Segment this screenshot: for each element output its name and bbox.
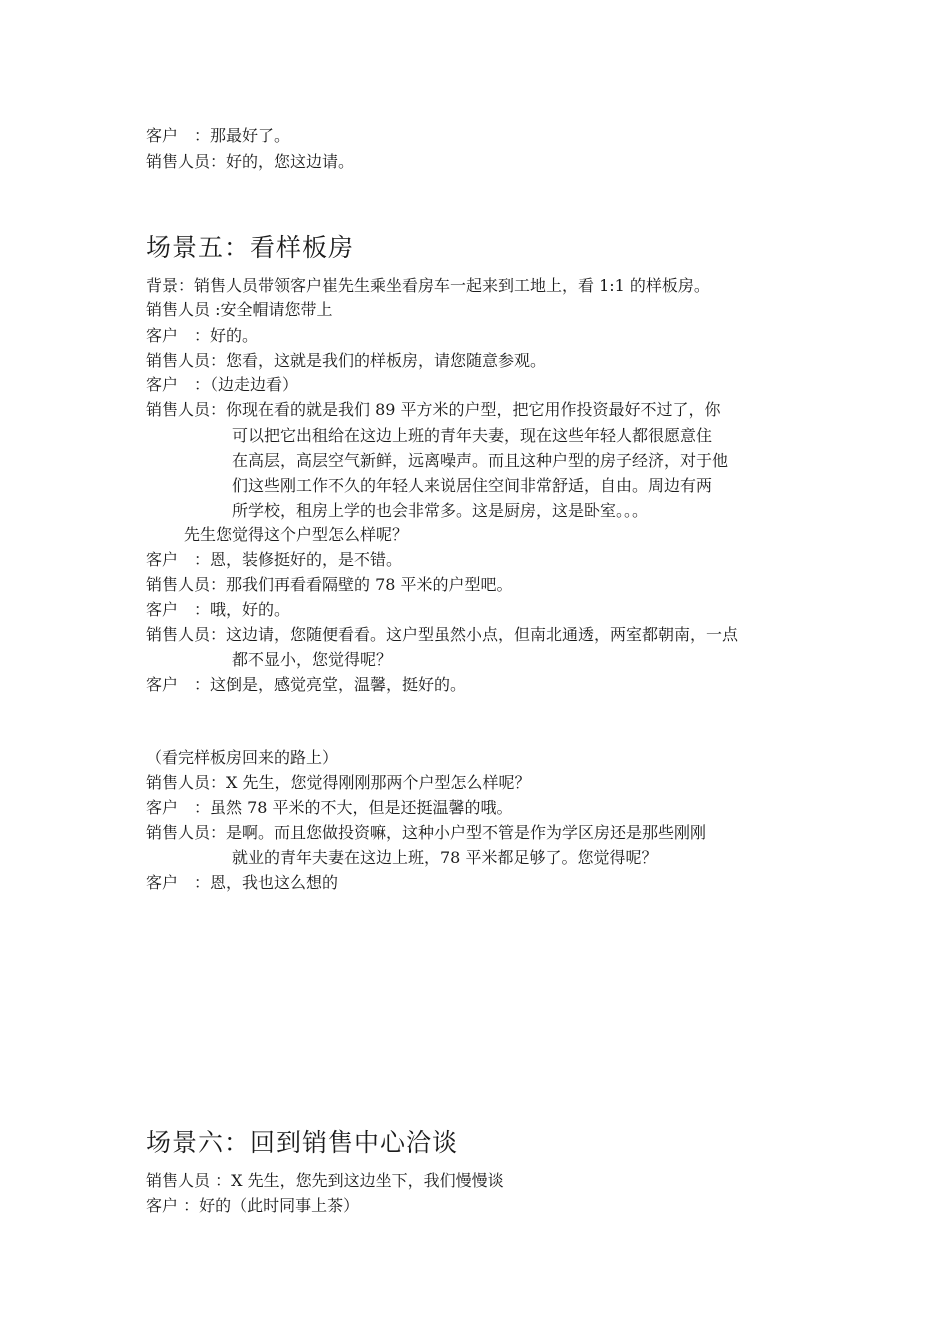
dialogue-continuation: 可以把它出租给在这边上班的青年夫妻，现在这些年轻人都很愿意住 (232, 426, 713, 445)
scene-five-heading: 场景五：看样板房 (146, 233, 355, 262)
scene-six-heading: 场景六：回到销售中心洽谈 (146, 1128, 459, 1157)
dialogue-continuation: 就业的青年夫妻在这边上班，78 平米都足够了。您觉得呢？ (232, 848, 658, 867)
dialogue-line: 客户 ：恩，我也这么想的 (146, 873, 339, 892)
dialogue-line: 客户 ：好的（此时同事上茶） (146, 1196, 360, 1215)
dialogue-line: 销售人员：是啊。而且您做投资嘛，这种小户型不管是作为学区房还是那些刚刚 (146, 823, 707, 842)
background-line: 背景：销售人员带领客户崔先生乘坐看房车一起来到工地上，看 1:1 的样板房。 (146, 276, 710, 295)
dialogue-line: 客户 ：那最好了。 (146, 126, 291, 145)
dialogue-continuation: 所学校，租房上学的也会非常多。这是厨房，这是卧室。。。 (232, 501, 649, 520)
dialogue-line: 客户 ：哦，好的。 (146, 600, 291, 619)
dialogue-line: 销售人员 ：X 先生，您先到这边坐下，我们慢慢谈 (146, 1171, 504, 1190)
dialogue-continuation: 都不显小，您觉得呢？ (232, 650, 393, 669)
dialogue-line: 销售人员：那我们再看看隔壁的 78 平米的户型吧。 (146, 575, 513, 594)
dialogue-line: 销售人员：你现在看的就是我们 89 平方米的户型，把它用作投资最好不过了，你 (146, 400, 721, 419)
dialogue-continuation: 们这些刚工作不久的年轻人来说居住空间非常舒适，自由。周边有两 (232, 476, 713, 495)
dialogue-line: 销售人员：好的，您这边请。 (146, 152, 355, 171)
dialogue-line: 销售人员：X 先生，您觉得刚刚那两个户型怎么样呢？ (146, 773, 531, 792)
dialogue-line: 客户 ：这倒是，感觉亮堂，温馨，挺好的。 (146, 675, 467, 694)
dialogue-line: 客户 ：好的。 (146, 326, 259, 345)
dialogue-continuation: 先生您觉得这个户型怎么样呢？ (184, 525, 409, 544)
dialogue-continuation: 在高层，高层空气新鲜，远离噪声。而且这种户型的房子经济，对于他 (232, 451, 729, 470)
stage-direction: （看完样板房回来的路上） (146, 748, 339, 767)
dialogue-line: 销售人员 :安全帽请您带上 (146, 300, 333, 319)
dialogue-line: 客户 ：虽然 78 平米的不大，但是还挺温馨的哦。 (146, 798, 513, 817)
dialogue-line: 客户 ：（边走边看） (146, 375, 299, 394)
dialogue-line: 销售人员：您看，这就是我们的样板房，请您随意参观。 (146, 351, 547, 370)
dialogue-line: 销售人员：这边请，您随便看看。这户型虽然小点，但南北通透，两室都朝南，一点 (146, 625, 739, 644)
dialogue-line: 客户 ：恩，装修挺好的，是不错。 (146, 550, 403, 569)
